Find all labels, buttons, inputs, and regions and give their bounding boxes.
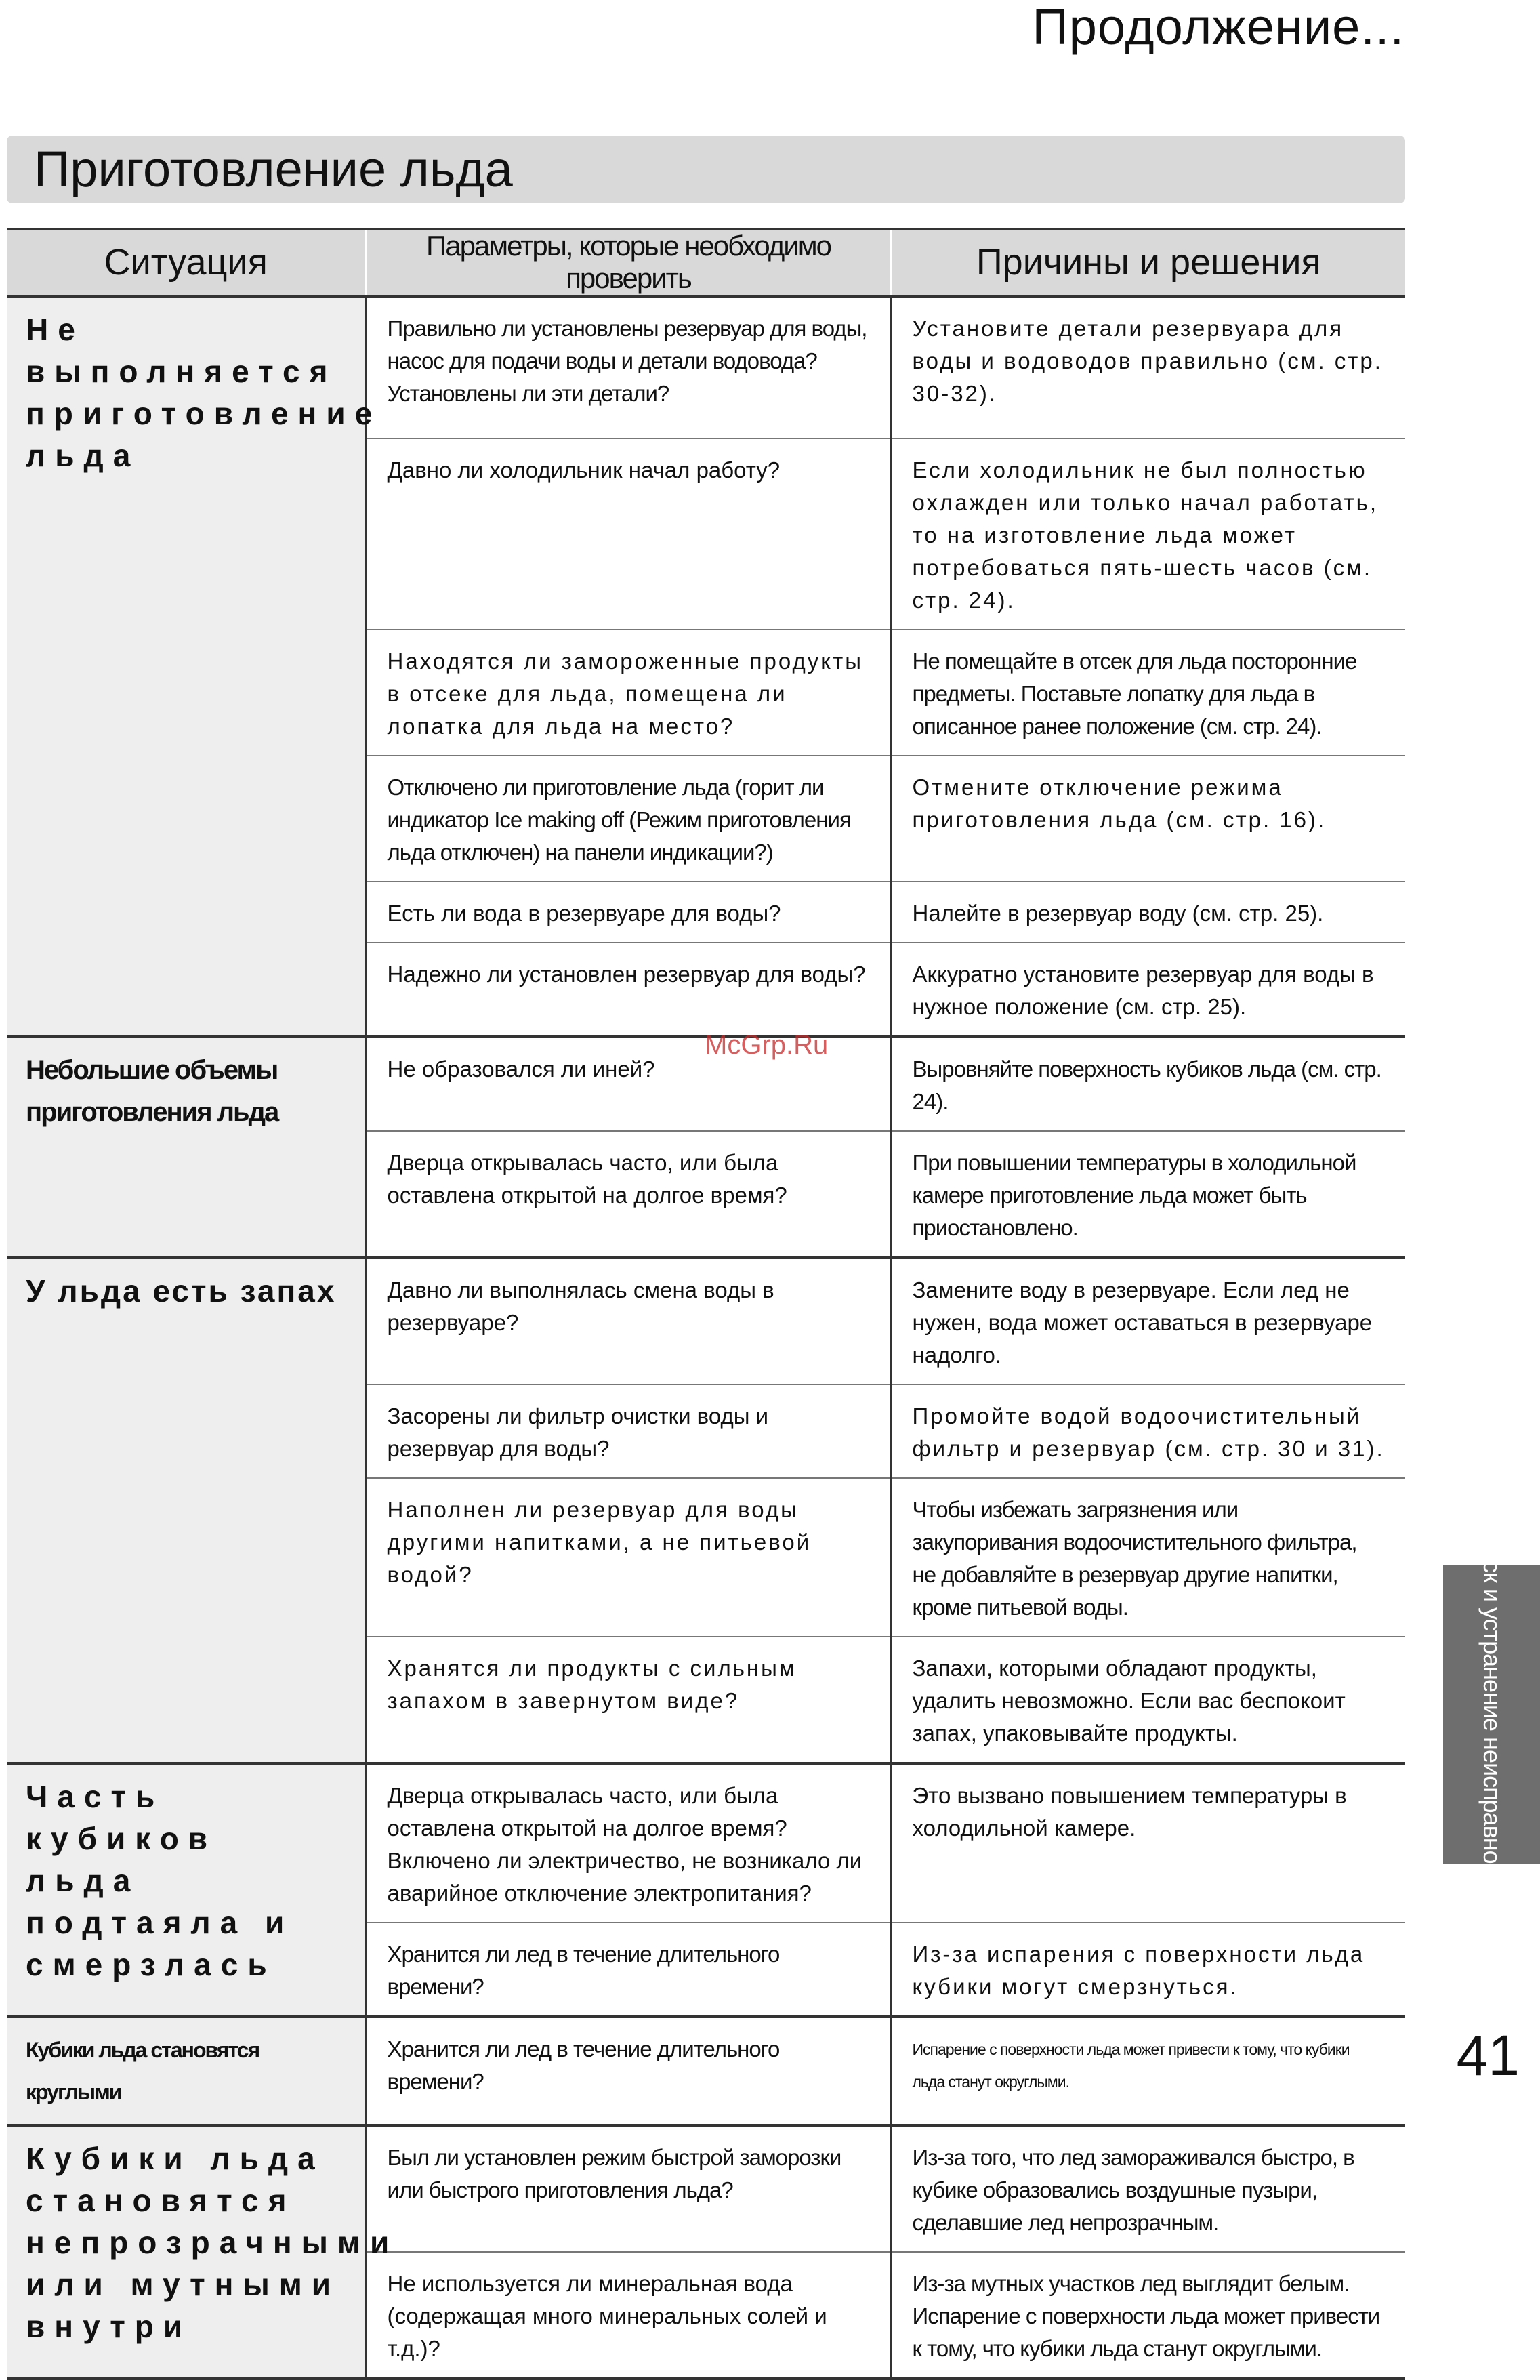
solution-cell: Из-за испарения с поверхности льда кубики могут смерзнуться. bbox=[891, 1923, 1405, 2017]
check-cell: Дверца открывалась часто, или была оставлена открытой на долгое время? bbox=[366, 1131, 891, 1258]
solution-cell: Промойте водой водоочистительный фильтр и резервуар (см. стр. 30 и 31). bbox=[891, 1384, 1405, 1478]
check-cell: Отключено ли приготовление льда (горит ли индикатор Ice making off (Режим приготовления льда отключен) на панели индикации?) bbox=[366, 756, 891, 882]
check-cell: Есть ли вода в резервуаре для воды? bbox=[366, 882, 891, 943]
check-cell: Надежно ли установлен резервуар для воды? bbox=[366, 943, 891, 1037]
situation-cell: Кубики льда становятся непрозрачными или мутными внутри bbox=[7, 2125, 366, 2379]
solution-cell: Чтобы избежать загрязнения или закупоривания водоочистительного фильтра, не добавляйте в резервуар другие напитки, кроме питьевой воды. bbox=[891, 1478, 1405, 1637]
section-side-tab bbox=[1443, 1518, 1540, 1911]
check-cell: Давно ли выполнялась смена воды в резервуаре? bbox=[366, 1258, 891, 1384]
check-cell: Засорены ли фильтр очистки воды и резервуар для воды? bbox=[366, 1384, 891, 1478]
situation-cell: У льда есть запах bbox=[7, 1258, 366, 1763]
check-cell: Давно ли холодильник начал работу? bbox=[366, 438, 891, 630]
table-row bbox=[7, 1763, 1405, 1923]
table-row bbox=[7, 296, 1405, 438]
solution-cell: Запахи, которыми обладают продукты, удалить невозможно. Если вас беспокоит запах, упаковывайте продукты. bbox=[891, 1637, 1405, 1763]
check-cell: Хранится ли лед в течение длительного времени? bbox=[366, 2017, 891, 2125]
situation-cell: Кубики льда становятся круглыми bbox=[7, 2017, 366, 2125]
table-row bbox=[7, 1258, 1405, 1384]
watermark: McGrp.Ru bbox=[705, 1030, 829, 1060]
check-cell: Хранятся ли продукты с сильным запахом в завернутом виде? bbox=[366, 1637, 891, 1763]
situation-cell: Не выполняется приготовление льда bbox=[7, 296, 366, 1037]
continued-heading: Продолжение... bbox=[1032, 0, 1404, 55]
check-cell: Наполнен ли резервуар для воды другими напитками, а не питьевой водой? bbox=[366, 1478, 891, 1637]
check-cell: Дверца открывалась часто, или была оставлена открытой на долгое время? Включено ли электричество, не возникало ли аварийное отключение электропитания? bbox=[366, 1763, 891, 1923]
header-situation: Ситуация bbox=[7, 229, 366, 297]
solution-cell: Не помещайте в отсек для льда посторонние предметы. Поставьте лопатку для льда в описанное ранее положение (см. стр. 24). bbox=[891, 630, 1405, 756]
check-cell: Находятся ли замороженные продукты в отсеке для льда, помещена ли лопатка для льда на место? bbox=[366, 630, 891, 756]
solution-cell: Выровняйте поверхность кубиков льда (см. стр. 24). bbox=[891, 1037, 1405, 1131]
situation-cell: Небольшие объемы приготовления льда bbox=[7, 1037, 366, 1258]
header-check: Параметры, которые необходимо проверить bbox=[366, 229, 891, 297]
solution-cell: Если холодильник не был полностью охлажден или только начал работать, то на изготовление льда может потребоваться пять-шесть часов (см. стр. 24). bbox=[891, 438, 1405, 630]
page-number: 41 bbox=[1456, 2024, 1520, 2087]
solution-cell: Установите детали резервуара для воды и водоводов правильно (см. стр. 30-32). bbox=[891, 296, 1405, 438]
solution-cell: При повышении температуры в холодильной камере приготовление льда может быть приостановлено. bbox=[891, 1131, 1405, 1258]
situation-cell: Часть кубиков льда подтаяла и смерзлась bbox=[7, 1763, 366, 2017]
check-cell: Был ли установлен режим быстрой заморозки или быстрого приготовления льда? bbox=[366, 2125, 891, 2252]
solution-cell: Из-за мутных участков лед выглядит белым. Испарение с поверхности льда может привести к тому, что кубики льда станут округлыми. bbox=[891, 2252, 1405, 2379]
side-tab-label: Поиск и устранение неисправностей bbox=[1478, 1518, 1506, 1911]
troubleshooting-table bbox=[7, 228, 1405, 2380]
solution-cell: Аккуратно установите резервуар для воды в нужное положение (см. стр. 25). bbox=[891, 943, 1405, 1037]
header-solution: Причины и решения bbox=[891, 229, 1405, 297]
check-cell: Правильно ли установлены резервуар для воды, насос для подачи воды и детали водовода? Установлены ли эти детали? bbox=[366, 296, 891, 438]
solution-cell: Налейте в резервуар воду (см. стр. 25). bbox=[891, 882, 1405, 943]
table-header-row bbox=[7, 229, 1405, 297]
check-cell: Не образовался ли иней? bbox=[366, 1037, 891, 1131]
solution-cell: Испарение с поверхности льда может привести к тому, что кубики льда станут округлыми. bbox=[891, 2017, 1405, 2125]
solution-cell: Отмените отключение режима приготовления льда (см. стр. 16). bbox=[891, 756, 1405, 882]
table-row bbox=[7, 2017, 1405, 2125]
section-title-bar bbox=[7, 136, 1405, 203]
solution-cell: Замените воду в резервуаре. Если лед не нужен, вода может оставаться в резервуаре надолго. bbox=[891, 1258, 1405, 1384]
solution-cell: Это вызвано повышением температуры в холодильной камере. bbox=[891, 1763, 1405, 1923]
check-cell: Хранится ли лед в течение длительного времени? bbox=[366, 1923, 891, 2017]
table-row bbox=[7, 2125, 1405, 2252]
check-cell: Не используется ли минеральная вода (содержащая много минеральных солей и т.д.)? bbox=[366, 2252, 891, 2379]
solution-cell: Из-за того, что лед замораживался быстро, в кубике образовались воздушные пузыри, сделавшие лед непрозрачным. bbox=[891, 2125, 1405, 2252]
section-title: Приготовление льда bbox=[34, 141, 513, 197]
